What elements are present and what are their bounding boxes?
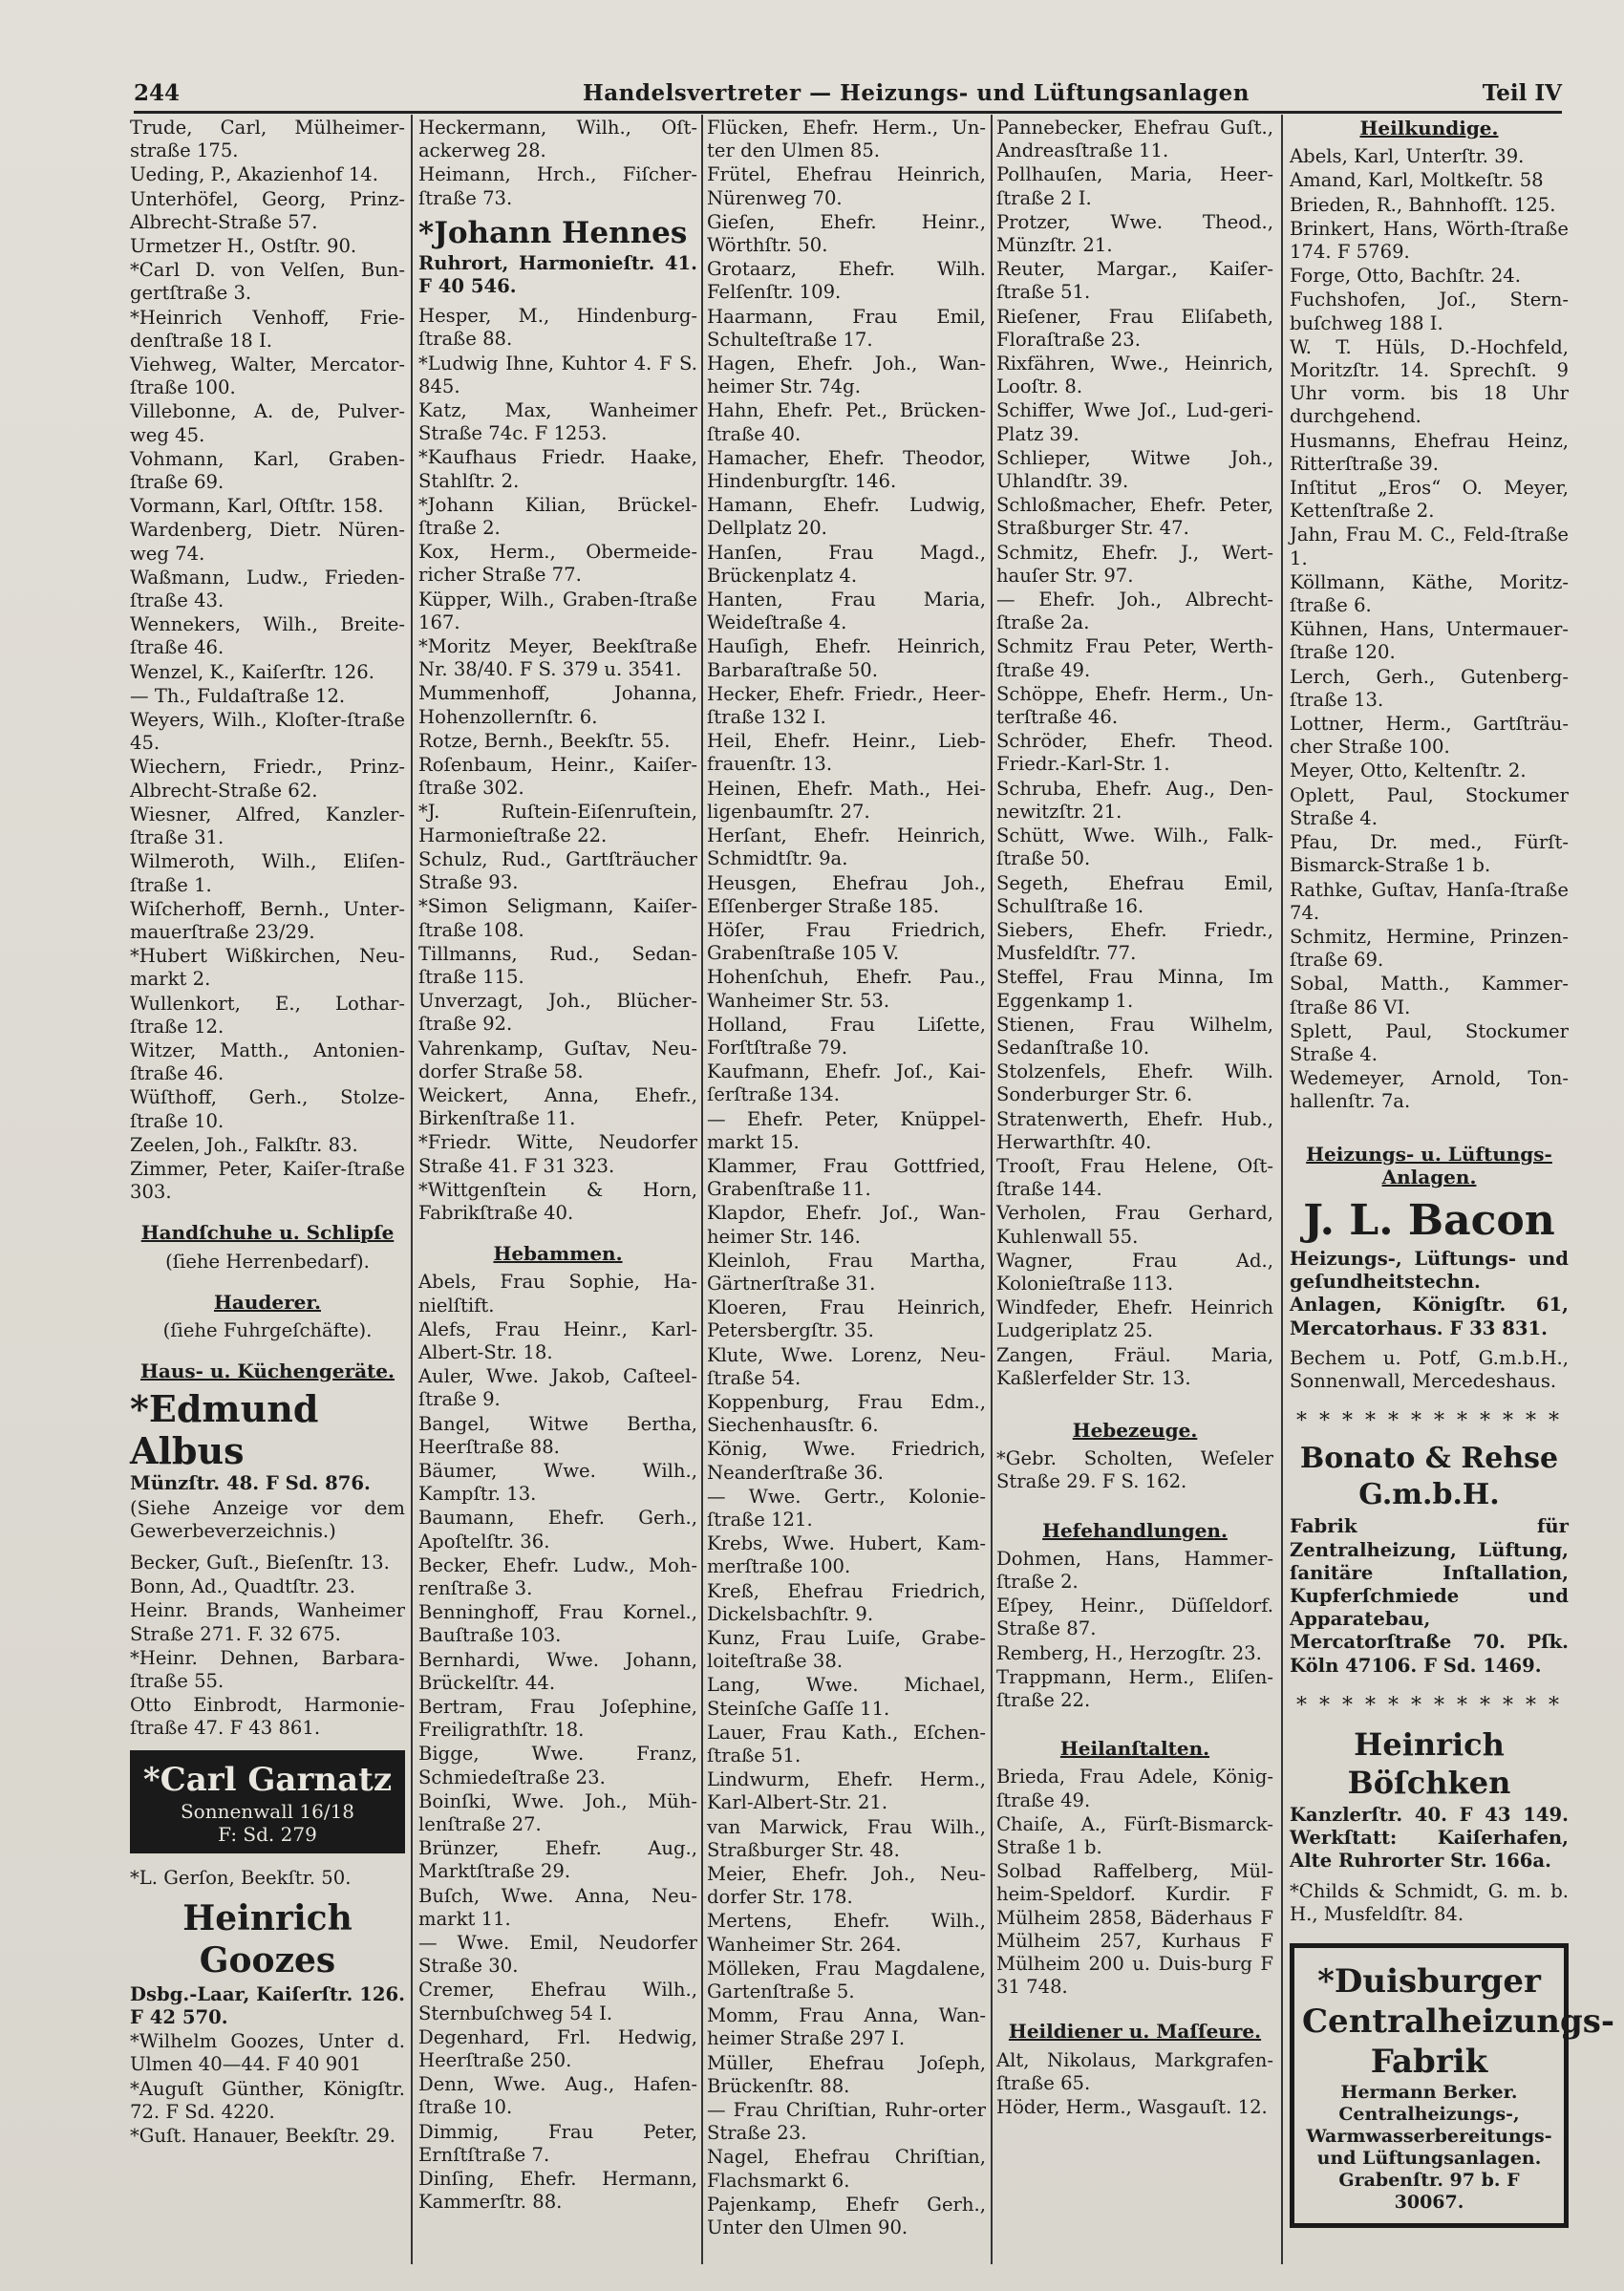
entry-list: [1290, 1347, 1569, 1393]
directory-entry: Heimann, Hrch., Fiſcher-ſtraße 73.: [418, 163, 697, 209]
column-4: [996, 117, 1273, 2271]
directory-entry: Lang, Wwe. Michael, Steinſche Gaſſe 11.: [707, 1674, 986, 1720]
directory-entry: Verholen, Frau Gerhard, Kuhlenwall 55.: [996, 1202, 1273, 1248]
directory-entry: Chaiſe, A., Fürſt-Bismarck-Straße 1 b.: [996, 1812, 1273, 1859]
directory-entry: Hamann, Ehefr. Ludwig, Dellplatz 20.: [707, 494, 986, 540]
directory-entry: *Gebr. Scholten, Weſeler Straße 29. F S. 162.: [996, 1447, 1273, 1493]
directory-entry: Wilmeroth, Wilh., Eliſen-ſtraße 1.: [130, 850, 405, 896]
advert-garnatz-name: *Carl Garnatz: [142, 1760, 393, 1799]
directory-entry: Witzer, Matth., Antonien-ſtraße 46.: [130, 1038, 405, 1085]
directory-entry: Bangel, Witwe Bertha, Heerſtraße 88.: [418, 1412, 697, 1458]
directory-entry: Hanſen, Frau Magd., Brückenplatz 4.: [707, 541, 986, 587]
directory-entry: Klapdor, Ehefr. Joſ., Wan-heimer Str. 146.: [707, 1202, 986, 1248]
directory-entry: Bechem u. Potf, G.m.b.H., Sonnenwall, Mercedeshaus.: [1290, 1346, 1569, 1392]
advert-garnatz-phone: F: Sd. 279: [218, 1822, 317, 1846]
directory-entry: Waßmann, Ludw., Frieden-ſtraße 43.: [130, 566, 405, 612]
column-divider: [1281, 115, 1283, 2264]
directory-entry: Abels, Karl, Unterſtr. 39.: [1290, 145, 1525, 168]
directory-entry: Köllmann, Käthe, Moritz-ſtraße 6.: [1290, 570, 1569, 617]
directory-entry: Zimmer, Peter, Kaiſer-ſtraße 303.: [130, 1157, 405, 1204]
directory-entry: Becker, Guſt., Bieſenſtr. 13.: [130, 1551, 390, 1574]
advert-garnatz: [130, 1750, 405, 1853]
directory-entry: *Auguſt Günther, Königſtr. 72. F Sd. 4220.: [130, 2077, 405, 2123]
directory-entry: Unterhöfel, Georg, Prinz-Albrecht-Straße 57.: [130, 187, 405, 233]
directory-entry: Wedemeyer, Arnold, Ton-hallenſtr. 7a.: [1290, 1067, 1569, 1113]
directory-entry: Holland, Frau Liſette, Forſtſtraße 79.: [707, 1013, 986, 1059]
column-divider: [701, 115, 703, 2264]
advert-albus-address: Münzſtr. 48. F Sd. 876.: [130, 1472, 371, 1495]
directory-entry: Forge, Otto, Bachſtr. 24.: [1290, 265, 1521, 288]
directory-entry: Alefs, Frau Heinr., Karl-Albert-Str. 18.: [418, 1317, 697, 1363]
directory-entry: Abels, Frau Sophie, Ha-nielſtift.: [418, 1271, 697, 1317]
directory-entry: *Simon Seligmann, Kaiſer-ſtraße 108.: [418, 895, 697, 941]
directory-entry: Schröder, Ehefr. Theod. Friedr.-Karl-Str. 1.: [996, 730, 1273, 776]
entry-list: [418, 1271, 697, 2214]
directory-entry: Trooſt, Frau Helene, Oſt-ſtraße 144.: [996, 1154, 1273, 1201]
directory-entry: Vohmann, Karl, Graben-ſtraße 69.: [130, 447, 405, 494]
directory-entry: Schruba, Ehefr. Aug., Den-newitzſtr. 21.: [996, 777, 1273, 823]
directory-entry: Boinſki, Wwe. Joh., Müh-lenſtraße 27.: [418, 1789, 697, 1836]
advert-bonato-name: Bonato & Rehse G.m.b.H.: [1299, 1442, 1559, 1512]
directory-entry: — Th., Fuldaſtraße 12.: [130, 684, 346, 707]
directory-entry: Buſch, Wwe. Anna, Neu-markt 11.: [418, 1884, 697, 1930]
directory-entry: Haarmann, Frau Emil, Schulteſtraße 17.: [707, 305, 986, 351]
section-heading: Heilkundige.: [1359, 117, 1499, 139]
directory-entry: Sobal, Matth., Kammer-ſtraße 86 VI.: [1290, 973, 1569, 1018]
directory-entry: Weyers, Wilh., Kloſter-ſtraße 45.: [130, 709, 405, 755]
directory-entry: Dimmig, Frau Peter, Ernſtſtraße 7.: [418, 2120, 697, 2166]
section-heading: Hebezeuge.: [1072, 1418, 1198, 1442]
directory-entry: *Friedr. Witte, Neudorfer Straße 41. F 31 323.: [418, 1131, 697, 1177]
directory-entry: *Heinrich Venhoff, Frie-denſtraße 18 I.: [130, 306, 405, 352]
directory-entry: *Moritz Meyer, Beekſtraße Nr. 38/40. F S. 379 u. 3541.: [418, 635, 697, 681]
directory-entry: Weickert, Anna, Ehefr., Birkenſtraße 11.: [418, 1083, 697, 1130]
directory-entry: Lottner, Herm., Gartſträu-cher Straße 100.: [1290, 713, 1569, 759]
directory-entry: Rathke, Guſtav, Hanſa-ſtraße 74.: [1290, 878, 1569, 924]
directory-entry: *Ludwig Ihne, Kuhtor 4. F S. 845.: [418, 352, 697, 397]
directory-entry: Wenzel, K., Kaiſerſtr. 126.: [130, 660, 374, 683]
entry-list: [996, 1766, 1273, 1999]
directory-entry: *Kaufhaus Friedr. Haake, Stahlſtr. 2.: [418, 446, 697, 492]
directory-entry: *L. Gerſon, Beekſtr. 50.: [130, 1866, 352, 1889]
column-5: [1290, 117, 1615, 2271]
column-divider: [411, 115, 413, 2264]
directory-entry: Schlieper, Witwe Joh., Uhlandſtr. 39.: [996, 446, 1273, 493]
directory-entry: Roſenbaum, Heinr., Kaiſer-ſtraße 302.: [418, 754, 697, 800]
directory-entry: Schmitz, Ehefr. J., Wert-hauſer Str. 97.: [996, 541, 1273, 587]
directory-entry: Villebonne, A. de, Pulver-weg 45.: [130, 400, 405, 446]
directory-entry: Katz, Max, Wanheimer Straße 74c. F 1253.: [418, 399, 697, 445]
advert-goosses-address: Dsbg.-Laar, Kaiſerſtr. 126. F 42 570.: [130, 1982, 405, 2028]
directory-entry: Siebers, Ehefr. Friedr., Musfeldſtr. 77.: [996, 918, 1273, 965]
directory-entry: Zeelen, Joh., Falkſtr. 83.: [130, 1133, 358, 1156]
advert-boeschken-name: Heinrich Böſchken: [1347, 1725, 1511, 1801]
part-label: Teil IV: [1482, 80, 1562, 106]
directory-entry: Kox, Herm., Obermeide-richer Straße 77.: [418, 541, 697, 587]
directory-entry: *Wilhelm Goozes, Unter d. Ulmen 40—44. F 40 901: [130, 2030, 405, 2076]
advert-albus-note: (Siehe Anzeige vor dem Gewerbeverzeichnis.): [130, 1496, 405, 1542]
directory-entry: Kaufmann, Ehefr. Joſ., Kai-ſerſtraße 134.: [707, 1060, 986, 1106]
directory-entry: Krebs, Wwe. Hubert, Kam-merſtraße 100.: [707, 1532, 986, 1578]
directory-entry: Rotze, Bernh., Beekſtr. 55.: [418, 729, 671, 752]
directory-entry: *Hubert Wißkirchen, Neu-markt 2.: [130, 945, 405, 991]
directory-entry: Schmitz, Hermine, Prinzen-ſtraße 69.: [1290, 925, 1569, 972]
column-divider: [991, 115, 993, 2264]
directory-entry: Otto Einbrodt, Harmonie-ſtraße 47. F 43 861.: [130, 1694, 405, 1740]
directory-entry: Bigge, Wwe. Franz, Schmiedeſtraße 23.: [418, 1743, 697, 1788]
directory-entry: Hamacher, Ehefr. Theodor, Hindenburgſtr. 146.: [707, 446, 986, 493]
advert-zentralheizung: [1290, 1943, 1615, 2228]
advert-zentral-name: *Duisburger Centralheizungs-Fabrik: [1302, 1962, 1615, 2081]
advert-bacon-text: Heizungs-, Lüftungs- und geſundheitstechn. Anlagen, Königſtr. 61, Mercatorhaus. F 33 831.: [1290, 1247, 1569, 1339]
directory-entry: Lindwurm, Ehefr. Herm., Karl-Albert-Str. 21.: [707, 1768, 986, 1814]
directory-entry: Flücken, Ehefr. Herm., Un-ter den Ulmen 85.: [707, 117, 986, 162]
directory-entry: Herſant, Ehefr. Heinrich, Schmidtſtr. 9a.: [707, 824, 986, 870]
directory-entry: Stolzenfels, Ehefr. Wilh. Sonderburger Str. 6.: [996, 1060, 1273, 1106]
entry-list: [1290, 1880, 1569, 1926]
entry-list: [1290, 145, 1569, 1113]
directory-entry: Zangen, Fräul. Maria, Kaßlerfelder Str. 13.: [996, 1343, 1273, 1389]
directory-entry: Bertram, Frau Joſephine, Freiligrathſtr. 18.: [418, 1696, 697, 1742]
directory-entry: Vormann, Karl, Oſtſtr. 158.: [130, 495, 384, 518]
section-note: (ſiehe Herrenbedarf).: [165, 1250, 370, 1273]
directory-entry: Windfeder, Ehefr. Heinrich Ludgeriplatz 25.: [996, 1296, 1273, 1342]
directory-entry: Alt, Nikolaus, Markgrafen-ſtraße 65.: [996, 2048, 1273, 2094]
advert-boeschken-text: Kanzlerſtr. 40. F 43 149. Werkſtatt: Kaiſerhafen, Alte Ruhrorter Str. 166a.: [1290, 1803, 1569, 1873]
column-1: [130, 117, 405, 2271]
directory-entry: Eſpey, Heinr., Düſſeldorf. Straße 87.: [996, 1595, 1273, 1640]
directory-entry: Kleinloh, Frau Martha, Gärtnerſtraße 31.: [707, 1249, 986, 1295]
directory-entry: Wennekers, Wilh., Breite-ſtraße 46.: [130, 613, 405, 659]
directory-entry: Protzer, Wwe. Theod., Münzſtr. 21.: [996, 210, 1273, 257]
section-heading: Handſchuhe u. Schlipſe: [140, 1221, 395, 1245]
directory-entry: Denn, Wwe. Aug., Hafen-ſtraße 10.: [418, 2073, 697, 2119]
directory-entry: Fuchshofen, Joſ., Stern-buſchweg 188 I.: [1290, 289, 1569, 334]
section-heading: Heizungs- u. Lüftungs-Anlagen.: [1306, 1142, 1552, 1188]
directory-entry: Degenhard, Frl. Hedwig, Heerſtraße 250.: [418, 2025, 697, 2072]
directory-entry: Oplett, Paul, Stockumer Straße 4.: [1290, 783, 1569, 829]
directory-entry: Brieden, R., Bahnhofſt. 125.: [1290, 193, 1556, 216]
entry-list: [996, 1548, 1273, 1712]
directory-entry: Hesper, M., Hindenburg-ſtraße 88.: [418, 305, 697, 351]
advert-hennes-name: *Johann Hennes: [418, 215, 688, 250]
directory-entry: Bonn, Ad., Quadtſtr. 23.: [130, 1575, 356, 1598]
directory-entry: Heinen, Ehefr. Math., Hei-ligenbaumſtr. 27.: [707, 777, 986, 823]
directory-entry: *Johann Kilian, Brückel-ſtraße 2.: [418, 493, 697, 540]
directory-entry: Koppenburg, Frau Edm., Siechenhausſtr. 6.: [707, 1390, 986, 1437]
entry-list: [418, 117, 697, 210]
column-3: [707, 117, 986, 2271]
directory-entry: Auler, Wwe. Jakob, Caſteel-ſtraße 9.: [418, 1365, 697, 1411]
directory-entry: Reuter, Margar., Kaiſer-ſtraße 51.: [996, 258, 1273, 304]
directory-entry: Hauſigh, Ehefr. Heinrich, Barbaraſtraße 50.: [707, 635, 986, 681]
directory-entry: Inſtitut „Eros“ O. Meyer, Kettenſtraße 2.: [1290, 477, 1569, 523]
directory-entry: *Carl D. von Velſen, Bun-gertſtraße 3.: [130, 259, 405, 305]
directory-entry: Schloßmacher, Ehefr. Peter, Straßburger Str. 47.: [996, 494, 1273, 540]
directory-entry: Heinr. Brands, Wanheimer Straße 271. F. 32 675.: [130, 1599, 405, 1645]
directory-entry: *Childs & Schmidt, G. m. b. H., Musfeldſtr. 84.: [1290, 1879, 1569, 1925]
directory-entry: Baumann, Ehefr. Gerh., Apoſtelſtr. 36.: [418, 1507, 697, 1552]
directory-entry: Heil, Ehefr. Heinr., Lieb-frauenſtr. 13.: [707, 730, 986, 776]
directory-entry: Kloeren, Frau Heinrich, Petersbergſtr. 35.: [707, 1296, 986, 1342]
directory-entry: König, Wwe. Friedrich, Neanderſtraße 36.: [707, 1438, 986, 1484]
directory-entry: Dinſing, Ehefr. Hermann, Kammerſtr. 88.: [418, 2168, 697, 2214]
page-title: Handelsvertreter — Heizungs- und Lüftungsanlagen: [583, 80, 1250, 106]
entry-list: [707, 117, 986, 2239]
directory-entry: Pajenkamp, Ehefr Gerh., Unter den Ulmen 90.: [707, 2193, 986, 2239]
directory-entry: Kreß, Ehefrau Friedrich, Dickelsbachſtr. 9.: [707, 1579, 986, 1625]
section-heading: Hefehandlungen.: [1042, 1518, 1228, 1542]
section-heading: Heilanſtalten.: [1059, 1737, 1210, 1761]
advert-garnatz-address: Sonnenwall 16/18: [180, 1799, 355, 1823]
directory-entry: Pollhauſen, Maria, Heer-ſtraße 2 I.: [996, 163, 1273, 209]
directory-entry: Tillmanns, Rud., Sedan-ſtraße 115.: [418, 942, 697, 988]
directory-entry: Cremer, Ehefrau Wilh., Sternbuſchweg 54 I.: [418, 1979, 697, 2024]
directory-entry: Vahrenkamp, Guſtav, Neu-dorfer Straße 58.: [418, 1037, 697, 1082]
directory-entry: — Wwe. Gertr., Kolonie-ſtraße 121.: [707, 1485, 986, 1531]
entry-list: [996, 2049, 1273, 2120]
directory-entry: Wullenkort, E., Lothar-ſtraße 12.: [130, 992, 405, 1038]
directory-entry: Segeth, Ehefrau Emil, Schulſtraße 16.: [996, 871, 1273, 917]
directory-entry: Urmetzer H., Ostſtr. 90.: [130, 235, 357, 258]
directory-entry: Gieſen, Ehefr. Heinr., Wörthſtr. 50.: [707, 210, 986, 257]
directory-entry: Küpper, Wilh., Graben-ſtraße 167.: [418, 588, 697, 633]
directory-entry: Splett, Paul, Stockumer Straße 4.: [1290, 1019, 1569, 1065]
directory-entry: Wagner, Frau Ad., Kolonieſtraße 113.: [996, 1249, 1273, 1295]
directory-entry: Rieſener, Frau Eliſabeth, Floraſtraße 23.: [996, 305, 1273, 351]
directory-entry: — Ehefr. Joh., Albrecht-ſtraße 2a.: [996, 589, 1273, 634]
directory-entry: Viehweg, Walter, Mercator-ſtraße 100.: [130, 353, 405, 399]
directory-entry: Trude, Carl, Mülheimer-straße 175.: [130, 117, 405, 162]
directory-entry: Nagel, Ehefrau Chriſtian, Flachsmarkt 6.: [707, 2146, 986, 2192]
directory-entry: Benninghoff, Frau Kornel., Bauſtraße 103.: [418, 1601, 697, 1647]
directory-entry: Mummenhoff, Johanna, Hohenzollernſtr. 6.: [418, 682, 697, 728]
entry-list: [996, 117, 1273, 1390]
section-heading: Hauderer.: [213, 1290, 322, 1314]
directory-entry: Schütt, Wwe. Wilh., Falk-ſtraße 50.: [996, 824, 1273, 870]
directory-entry: Wüſthoff, Gerh., Stolze-ſtraße 10.: [130, 1086, 405, 1132]
entry-list: [418, 305, 697, 1225]
directory-entry: *Guſt. Hanauer, Beekſtr. 29.: [130, 2125, 396, 2148]
entry-list: [130, 1867, 405, 1890]
entry-list: [130, 1552, 405, 1741]
directory-entry: Mertens, Ehefr. Wilh., Wanheimer Str. 264.: [707, 1910, 986, 1956]
directory-entry: Momm, Frau Anna, Wan-heimer Straße 297 I.: [707, 2004, 986, 2050]
page-header: [134, 76, 1562, 114]
entry-list: [130, 2030, 405, 2148]
entry-list: [996, 1447, 1273, 1493]
advert-albus-name: *Edmund Albus: [130, 1387, 319, 1473]
directory-entry: Meier, Ehefr. Joh., Neu-dorfer Str. 178.: [707, 1863, 986, 1909]
section-heading: Haus- u. Küchengeräte.: [140, 1360, 395, 1383]
directory-entry: Jahn, Frau M. C., Feld-ſtraße 1.: [1290, 524, 1569, 569]
advert-goosses-name: Heinrich Goozes: [182, 1897, 353, 1981]
directory-entry: Trappmann, Herm., Eliſen-ſtraße 22.: [996, 1665, 1273, 1711]
directory-entry: Klammer, Frau Gottfried, Grabenſtraße 11.: [707, 1154, 986, 1201]
directory-entry: Brünzer, Ehefr. Aug., Marktſtraße 29.: [418, 1837, 697, 1883]
advert-hennes-address: Ruhrort, Harmonieſtr. 41. F 40 546.: [418, 251, 697, 298]
directory-entry: Hohenſchuh, Ehefr. Pau., Wanheimer Str. 53.: [707, 966, 986, 1012]
directory-entry: *J. Ruſtein-Eiſenruſtein, Harmonieſtraße 22.: [418, 801, 697, 846]
directory-entry: Höſer, Frau Friedrich, Grabenſtraße 105 V.: [707, 918, 986, 965]
directory-entry: Stienen, Frau Wilhelm, Sedanſtraße 10.: [996, 1013, 1273, 1059]
directory-entry: Schöppe, Ehefr. Herm., Un-terſtraße 46.: [996, 682, 1273, 729]
directory-entry: Bernhardi, Wwe. Johann, Brückelſtr. 44.: [418, 1648, 697, 1694]
directory-entry: Wardenberg, Dietr. Nüren-weg 74.: [130, 519, 405, 565]
advert-bacon-name: J. L. Bacon: [1303, 1195, 1555, 1245]
directory-entry: Heusgen, Ehefrau Joh., Eſſenberger Straße 185.: [707, 871, 986, 917]
directory-entry: Rixfähren, Wwe., Heinrich, Looſtr. 8.: [996, 353, 1273, 398]
directory-entry: — Ehefr. Peter, Knüppel-markt 15.: [707, 1107, 986, 1153]
directory-entry: Ueding, P., Akazienhof 14.: [130, 163, 378, 186]
directory-entry: Grotaarz, Ehefr. Wilh. Felſenſtr. 109.: [707, 258, 986, 304]
directory-entry: Steffel, Frau Minna, Im Eggenkamp 1.: [996, 966, 1273, 1012]
entry-list: [130, 117, 405, 1204]
advert-bonato-text: Fabrik für Zentralheizung, Lüftung, ſanitäre Inſtallation, Kupferſchmiede und Apparatebau, Mercatorſtraße 70. Pſk. Köln 47106. F Sd. 1469.: [1290, 1515, 1569, 1677]
directory-entry: Kunz, Frau Luiſe, Grabe-loiteſtraße 38.: [707, 1627, 986, 1673]
directory-entry: Frütel, Ehefrau Heinrich, Nürenweg 70.: [707, 163, 986, 209]
directory-entry: Hagen, Ehefr. Joh., Wan-heimer Str. 74g.: [707, 353, 986, 398]
directory-entry: Pfau, Dr. med., Fürſt-Bismarck-Straße 1 b.: [1290, 831, 1569, 877]
directory-entry: Amand, Karl, Moltkeſtr. 58: [1290, 169, 1544, 192]
directory-entry: Unverzagt, Joh., Blücher-ſtraße 92.: [418, 990, 697, 1036]
page-number: 244: [134, 80, 181, 106]
column-2: [418, 117, 697, 2271]
directory-entry: — Frau Chriſtian, Ruhr-orter Straße 23.: [707, 2099, 986, 2145]
directory-entry: Wiechern, Friedr., Prinz-Albrecht-Straße 62.: [130, 756, 405, 802]
star-divider: * * * * * * * * * * * *: [1296, 1693, 1562, 1718]
directory-entry: Hahn, Ehefr. Pet., Brücken-ſtraße 40.: [707, 399, 986, 445]
directory-entry: Stratenwerth, Ehefr. Hub., Herwarthſtr. 40.: [996, 1107, 1273, 1153]
directory-entry: Schmitz Frau Peter, Werth-ſtraße 49.: [996, 635, 1273, 681]
section-heading: Heildiener u. Maſſeure.: [1008, 2020, 1262, 2044]
directory-entry: Wiſcherhoff, Bernh., Unter-mauerſtraße 23/29.: [130, 897, 405, 943]
directory-entry: Heckermann, Wilh., Oſt-ackerweg 28.: [418, 117, 697, 162]
directory-entry: *Heinr. Dehnen, Barbara-ſtraße 55.: [130, 1646, 405, 1692]
directory-entry: Mölleken, Frau Magdalene, Gartenſtraße 5.: [707, 1957, 986, 2003]
directory-entry: Hecker, Ehefr. Friedr., Heer-ſtraße 132 I.: [707, 682, 986, 729]
directory-entry: Meyer, Otto, Keltenſtr. 2.: [1290, 760, 1527, 782]
directory-entry: — Wwe. Emil, Neudorfer Straße 30.: [418, 1932, 697, 1978]
directory-entry: van Marwick, Frau Wilh., Straßburger Str. 48.: [707, 1815, 986, 1861]
directory-entry: Kühnen, Hans, Untermauer-ſtraße 120.: [1290, 618, 1569, 664]
directory-entry: Bäumer, Wwe. Wilh., Kampſtr. 13.: [418, 1459, 697, 1506]
directory-entry: Husmanns, Ehefrau Heinz, Ritterſtraße 39.: [1290, 429, 1569, 475]
directory-entry: Lauer, Frau Kath., Eſchen-ſtraße 51.: [707, 1721, 986, 1767]
directory-entry: Hanten, Frau Maria, Weideſtraße 4.: [707, 589, 986, 634]
directory-entry: Remberg, H., Herzogſtr. 23.: [996, 1641, 1262, 1664]
section-heading: Hebammen.: [493, 1242, 623, 1266]
directory-entry: Klute, Wwe. Lorenz, Neu-ſtraße 54.: [707, 1343, 986, 1389]
directory-entry: Dohmen, Hans, Hammer-ſtraße 2.: [996, 1547, 1273, 1593]
section-note: (ſiehe Fuhrgeſchäfte).: [162, 1318, 373, 1341]
directory-entry: Schulz, Rud., Gartſträucher Straße 93.: [418, 847, 697, 894]
directory-entry: Wiesner, Alfred, Kanzler-ſtraße 31.: [130, 803, 405, 849]
directory-entry: Schiffer, Wwe Joſ., Lud-geri-Platz 39.: [996, 399, 1273, 445]
directory-entry: Becker, Ehefr. Ludw., Moh-renſtraße 3.: [418, 1553, 697, 1599]
star-divider: * * * * * * * * * * * *: [1296, 1409, 1562, 1434]
directory-entry: Solbad Raffelberg, Mül-heim-Speldorf. Kurdir. F Mülheim 2858, Bäderhaus F Mülheim 257, Kurhaus F Mülheim 200 u. Duis-burg F 31 748.: [996, 1860, 1273, 1999]
directory-entry: *Wittgenſtein & Horn, Fabrikſtraße 40.: [418, 1178, 697, 1224]
advert-zentral-text: Hermann Berker. Centralheizungs-, Warmwasserbereitungs- und Lüftungsanlagen. Grabenſtr. 97 b. F 30067.: [1306, 2082, 1552, 2213]
directory-entry: Müller, Ehefrau Joſeph, Brückenſtr. 88.: [707, 2051, 986, 2097]
directory-entry: Höder, Herm., Wasgauſt. 12.: [996, 2096, 1268, 2119]
directory-entry: Pannebecker, Ehefrau Guſt., Andreasſtraße 11.: [996, 117, 1273, 162]
directory-entry: W. T. Hüls, D.-Hochfeld, Moritzſtr. 14. Sprechſt. 9 Uhr vorm. bis 18 Uhr durchgehend.: [1290, 335, 1569, 428]
directory-entry: Lerch, Gerh., Gutenberg-ſtraße 13.: [1290, 665, 1569, 711]
directory-entry: Brieda, Frau Adele, König-ſtraße 49.: [996, 1766, 1273, 1811]
directory-entry: Brinkert, Hans, Wörth-ſtraße 174. F 5769.: [1290, 217, 1569, 264]
